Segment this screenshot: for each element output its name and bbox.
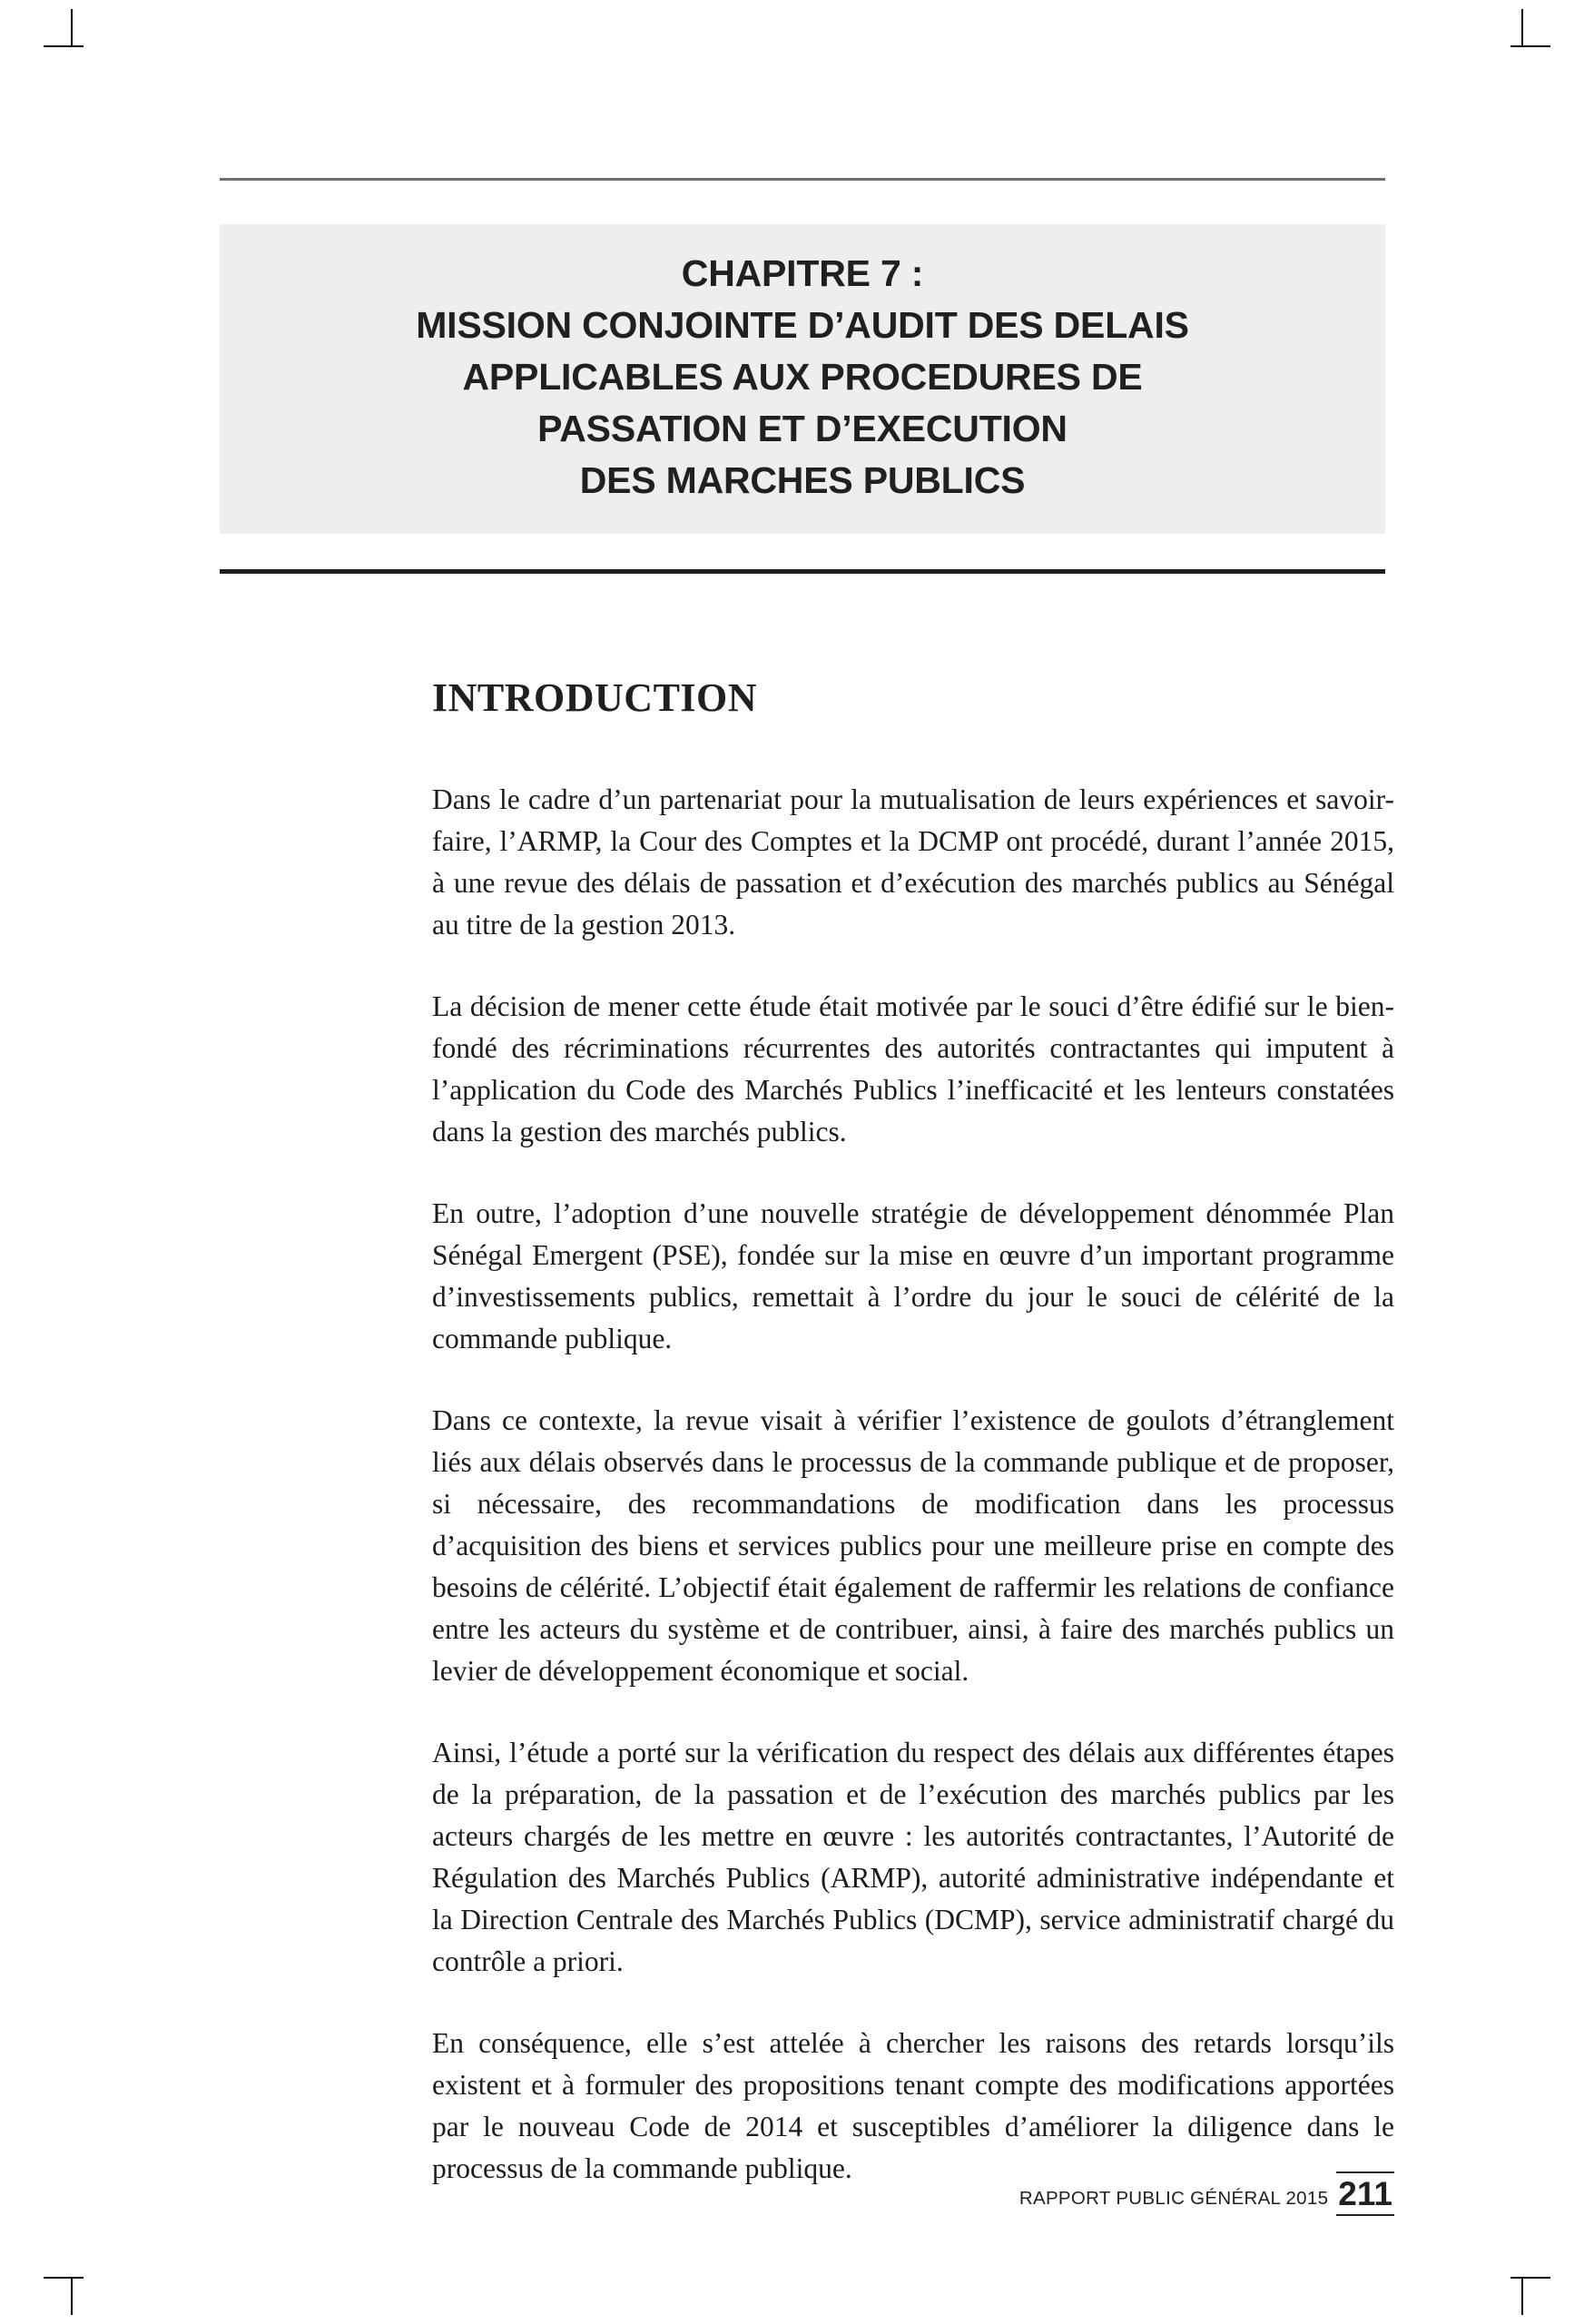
crop-mark-bottom-right-horizontal: [1510, 2277, 1550, 2279]
title-top-rule: [220, 178, 1385, 181]
footer-report-label: RAPPORT PUBLIC GÉNÉRAL 2015: [1018, 2188, 1329, 2209]
chapter-title-line-2: MISSION CONJOINTE D’AUDIT DES DELAIS: [416, 303, 1189, 346]
crop-mark-bottom-left-vertical: [71, 2277, 73, 2315]
chapter-title-line-4: PASSATION ET D’EXECUTION: [537, 407, 1068, 449]
page-number: 211: [1336, 2171, 1394, 2216]
page-footer: [432, 2171, 1394, 2216]
paragraph: Dans ce contexte, la revue visait à vérifier l’existence de goulots d’étranglement liés aux délais observés dans le processus de la commande publique et de proposer, si nécessaire, des recommandations de modification dans les processus d’acquisition des biens et services publics pour une meilleure prise en compte des besoins de célérité. L’objectif était également de raffermir les relations de confiance entre les acteurs du système et de contribuer, ainsi, à faire des marchés publics un levier de développement économique et social.: [432, 1404, 1394, 1687]
document-page: [218, 0, 1394, 2324]
paragraph: En outre, l’adoption d’une nouvelle stratégie de développement dénommée Plan Sénégal Emergent (PSE), fondée sur la mise en œuvre d’un important programme d’investissements publics, remettait à l’ordre du jour le souci de célérité de la commande publique.: [432, 1197, 1394, 1354]
crop-mark-bottom-left-horizontal: [44, 2277, 84, 2279]
paragraph: La décision de mener cette étude était motivée par le souci d’être édifié sur le bien-fondé des récriminations récurrentes des autorités contractantes qui imputent à l’application du Code des Marchés Publics l’inefficacité et les lenteurs constatées dans la gestion des marchés publics.: [432, 990, 1394, 1147]
crop-mark-top-left-horizontal: [44, 45, 84, 47]
chapter-title-line-3: APPLICABLES AUX PROCEDURES DE: [462, 355, 1143, 398]
title-bottom-rule: [220, 569, 1385, 574]
chapter-title-line-1: CHAPITRE 7 :: [681, 252, 924, 294]
chapter-title-line-5: DES MARCHES PUBLICS: [579, 458, 1026, 501]
paragraph: Ainsi, l’étude a porté sur la vérification du respect des délais aux différentes étapes de la préparation, de la passation et de l’exécution des marchés publics par les acteurs chargés de les mettre en œuvre : les autorités contractantes, l’Autorité de Régulation des Marchés Publics (ARMP), autorité administrative indépendante et la Direction Centrale des Marchés Publics (DCMP), service administratif chargé du contrôle a priori.: [432, 1737, 1394, 1977]
crop-mark-top-right-horizontal: [1510, 45, 1550, 47]
paragraph: Dans le cadre d’un partenariat pour la mutualisation de leurs expériences et savoir-faire, l’ARMP, la Cour des Comptes et la DCMP ont procédé, durant l’année 2015, à une revue des délais de passation et d’exécution des marchés publics au Sénégal au titre de la gestion 2013.: [432, 783, 1394, 940]
section-title-introduction: INTRODUCTION: [432, 675, 758, 721]
crop-mark-bottom-right-vertical: [1521, 2277, 1523, 2315]
paragraph: En conséquence, elle s’est attelée à chercher les raisons des retards lorsqu’ils existent et à formuler des propositions tenant compte des modifications apportées par le nouveau Code de 2014 et susceptibles d’améliorer la diligence dans le processus de la commande publique.: [432, 2027, 1394, 2184]
body-text-column: [432, 779, 1394, 2190]
chapter-title-block: [220, 224, 1385, 534]
crop-mark-top-right-vertical: [1521, 9, 1523, 47]
crop-mark-top-left-vertical: [71, 9, 73, 47]
